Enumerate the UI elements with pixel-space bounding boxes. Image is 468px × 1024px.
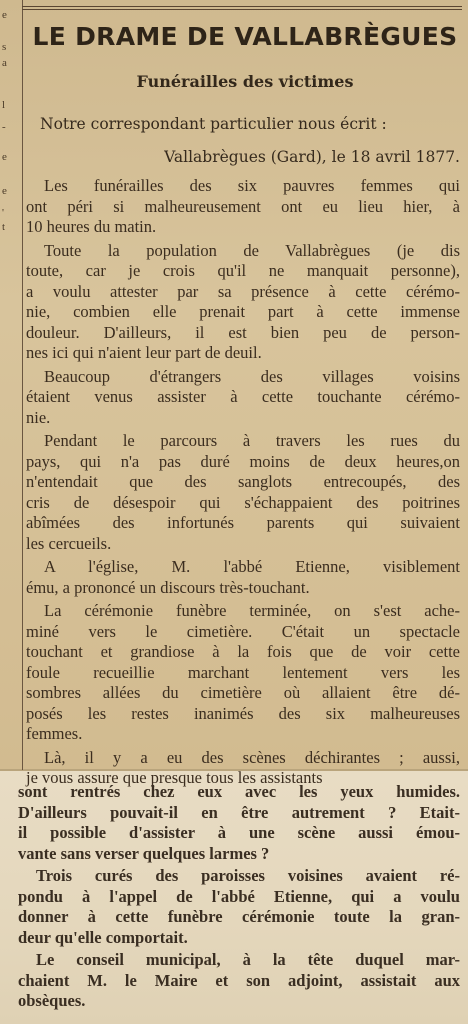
paragraph: [26, 241, 460, 364]
text-line: foule recueillie marchant lentement vers les: [26, 662, 460, 682]
text-line: D'ailleurs pouvait-il en être autrement ? Etait-: [18, 802, 460, 822]
text-line: nie, combien elle prenait part à cette immense: [26, 302, 460, 321]
text-line: deur qu'elle comportait.: [18, 927, 188, 947]
margin-letter: e: [2, 9, 7, 21]
paragraph: [26, 367, 460, 429]
article-subtitle: Funérailles des victimes: [136, 72, 354, 91]
text-line: Le conseil municipal, à la tête duquel mar-: [36, 950, 460, 969]
text-line: nes ici qui n'aient leur part de deuil.: [26, 343, 262, 362]
text-line: douleur. D'ailleurs, il est bien peu de person-: [26, 322, 460, 342]
header-rule: [22, 6, 462, 7]
text-line: Beaucoup d'étrangers des villages voisins: [44, 366, 460, 386]
paragraph: [18, 866, 460, 948]
text-line: a voulu attester par sa présence à cette cérémo-: [26, 281, 460, 301]
text-line: chaient M. le Maire et son adjoint, assistait aux: [18, 970, 460, 990]
text-line: cris de désespoir qui s'échappaient des poitrines: [26, 492, 460, 512]
text-line: femmes.: [26, 724, 83, 743]
text-line: il possible d'assister à une scène aussi émou-: [18, 823, 460, 842]
text-line: Là, il y a eu des scènes déchirantes ; aussi,: [44, 747, 460, 767]
text-line: posés les restes inanimés des six malheureuses: [26, 703, 460, 723]
text-line: donner à cette funèbre cérémonie toute la gran-: [18, 907, 460, 926]
text-line: étaient venus assister à cette touchante cérémo-: [26, 387, 460, 406]
correspondent-intro: Notre correspondant particulier nous écrit :: [40, 115, 387, 133]
text-line: sont rentrés chez eux avec les yeux humides.: [18, 782, 460, 801]
text-line: Les funérailles des six pauvres femmes qui: [44, 176, 460, 195]
paragraph: [26, 557, 460, 598]
dateline: Vallabrègues (Gard), le 18 avril 1877.: [164, 148, 460, 166]
article-title: LE DRAME DE VALLABRÈGUES: [32, 22, 458, 51]
text-line: obsèques.: [18, 991, 86, 1010]
text-line: nie.: [26, 407, 51, 427]
margin-letter: e: [2, 185, 7, 197]
text-line: Pendant le parcours à travers les rues du: [44, 431, 460, 450]
text-line: ont péri si malheureusement ont eu lieu hier, à: [26, 196, 460, 216]
text-line: 10 heures du matin.: [26, 217, 157, 236]
text-line: ému, a prononcé un discours très-touchant.: [26, 577, 310, 597]
paragraph: [18, 782, 460, 864]
text-line: A l'église, M. l'abbé Etienne, visiblement: [44, 557, 460, 576]
text-line: sombres allées du cimetière où allaient être dé-: [26, 683, 460, 702]
text-line: Trois curés des paroisses voisines avaient ré-: [36, 866, 460, 885]
margin-letter: t: [2, 221, 6, 233]
margin-letter: e: [2, 151, 7, 163]
article-body-upper: [26, 176, 460, 789]
text-line: touchant et grandiose à la fois que de voir cette: [26, 642, 460, 661]
margin-letter: -: [2, 121, 6, 133]
paragraph: [18, 950, 460, 1012]
text-line: toute, car je crois qu'il ne manquait personne),: [26, 261, 460, 280]
margin-letter: s: [2, 41, 7, 53]
margin-letter: a: [2, 57, 7, 69]
text-line: miné vers le cimetière. C'était un spectacle: [26, 621, 460, 641]
paragraph: [26, 431, 460, 554]
adjacent-column-margin: [0, 0, 23, 770]
header-rule: [22, 9, 462, 10]
article-body-lower: [18, 782, 460, 1012]
text-line: Toute la population de Vallabrègues (je dis: [44, 240, 460, 260]
text-line: pays, qui n'a pas duré moins de deux heures,on: [26, 451, 460, 471]
text-line: La cérémonie funèbre terminée, on s'est ache-: [44, 601, 460, 620]
text-line: pondu à l'appel de l'abbé Etienne, qui a voulu: [18, 886, 460, 906]
paragraph: [26, 601, 460, 745]
text-line: je vous assure que presque tous les assistants: [26, 768, 323, 787]
margin-letter: l: [2, 99, 6, 111]
margin-letter: ': [2, 207, 4, 219]
text-line: n'entendait que des sanglots entrecoupés, des: [26, 472, 460, 491]
paragraph: [26, 176, 460, 238]
text-line: les cercueils.: [26, 533, 112, 553]
text-line: abîmées des infortunés parents qui suivaient: [26, 513, 460, 532]
text-line: vante sans verser quelques larmes ?: [18, 843, 270, 863]
